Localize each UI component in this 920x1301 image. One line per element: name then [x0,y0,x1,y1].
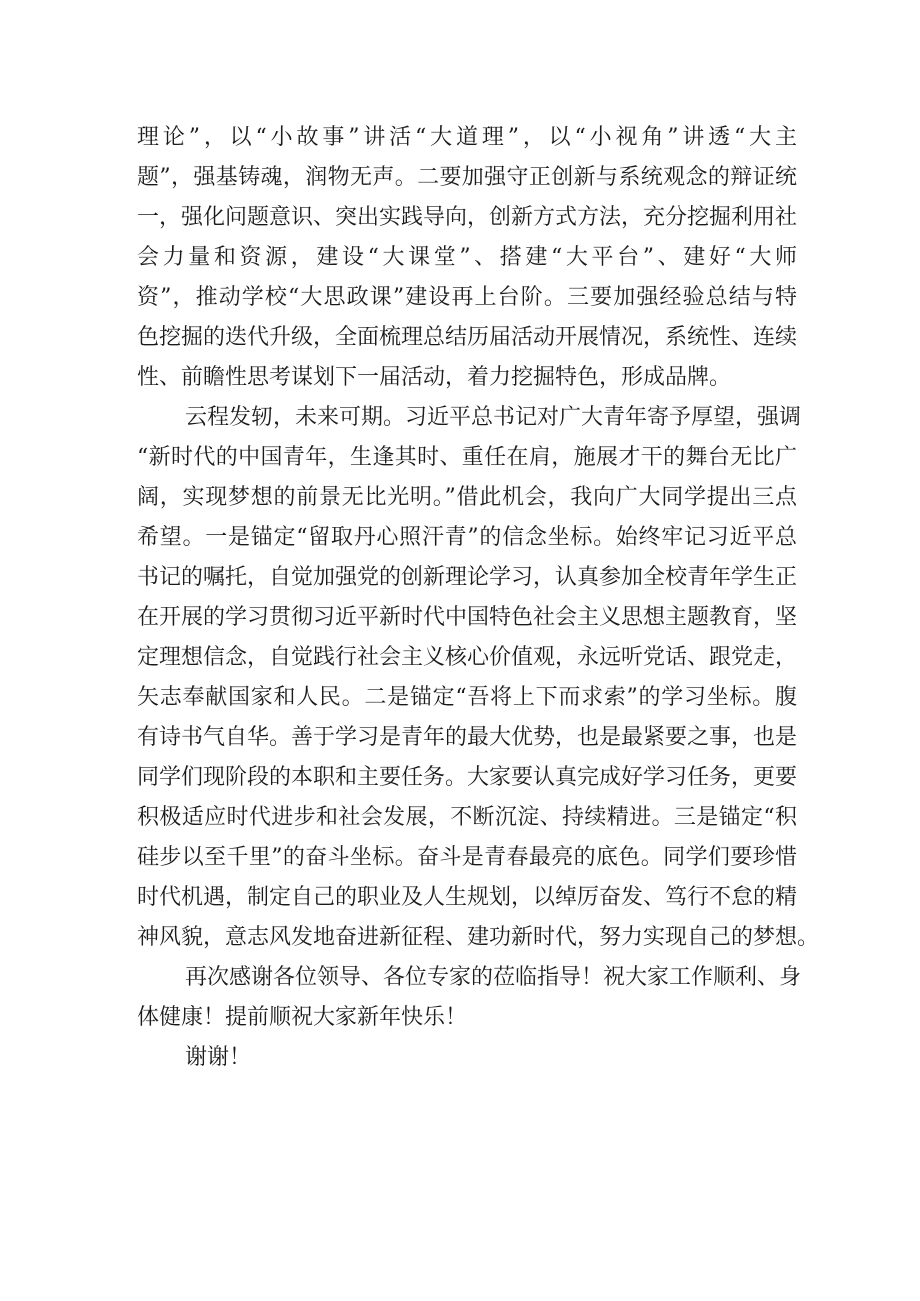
paragraph-1 [137,118,797,398]
paragraph-line: 硅步以至千里”的奋斗坐标。奋斗是青春最亮的底色。同学们要珍惜 [137,845,797,870]
paragraph-line: 同学们现阶段的本职和主要任务。大家要认真完成好学习任务，更要 [137,765,798,790]
closing-thanks: 谢谢！ [185,1045,252,1070]
paragraph-line: 理论”，以“小故事”讲活“大道理”，以“小视角”讲透“大主 [137,125,797,150]
paragraph-3 [137,958,802,1038]
paragraph-line: “新时代的中国青年，生逢其时、重任在肩，施展才干的舞台无比广 [137,445,797,470]
paragraph-line: 阔，实现梦想的前景无比光明。”借此机会，我向广大同学提出三点 [137,485,797,510]
paragraph-line: 矢志奉献国家和人民。二是锚定“吾将上下而求索”的学习坐标。腹 [137,685,797,710]
paragraph-2 [137,398,820,958]
paragraph-line: 会力量和资源，建设“大课堂”、搭建“大平台”、建好“大师 [137,245,797,270]
paragraph-line: 体健康！提前顺祝大家新年快乐！ [137,1005,468,1030]
paragraph-line: 时代机遇，制定自己的职业及人生规划，以绰厉奋发、笃行不怠的精 [137,885,798,910]
paragraph-line: 书记的嘱托，自觉加强党的创新理论学习，认真参加全校青年学生正 [137,565,798,590]
paragraph-line: 积极适应时代进步和社会发展，不断沉淀、持续精进。三是锚定“积 [137,805,797,830]
paragraph-line: 云程发轫，未来可期。习近平总书记对广大青年寄予厚望，强调 [185,405,802,430]
paragraph-line: 定理想信念，自觉践行社会主义核心价值观，永远听党话、跟党走， [137,645,798,670]
paragraph-line: 题”，强基铸魂，润物无声。二要加强守正创新与系统观念的辩证统 [137,165,797,190]
paragraph-line: 性、前瞻性思考谋划下一届活动，着力挖掘特色，形成品牌。 [137,365,732,390]
paragraph-line: 资”，推动学校“大思政课”建设再上台阶。三要加强经验总结与特 [137,285,797,310]
paragraph-line: 有诗书气自华。善于学习是青年的最大优势，也是最紧要之事，也是 [137,725,798,750]
paragraph-line: 再次感谢各位领导、各位专家的莅临指导！祝大家工作顺利、身 [185,965,802,990]
body-text [137,118,820,1078]
paragraph-line: 神风貌，意志风发地奋进新征程、建功新时代，努力实现自己的梦想。 [137,925,820,950]
paragraph-line: 在开展的学习贯彻习近平新时代中国特色社会主义思想主题教育，坚 [137,605,798,630]
paragraph-line: 一，强化问题意识、突出实践导向，创新方式方法，充分挖掘利用社 [137,205,798,230]
paragraph-line: 色挖掘的迭代升级，全面梳理总结历届活动开展情况，系统性、连续 [137,325,798,350]
paragraph-4 [137,1038,797,1078]
paragraph-line: 希望。一是锚定“留取丹心照汗青”的信念坐标。始终牢记习近平总 [137,525,797,550]
